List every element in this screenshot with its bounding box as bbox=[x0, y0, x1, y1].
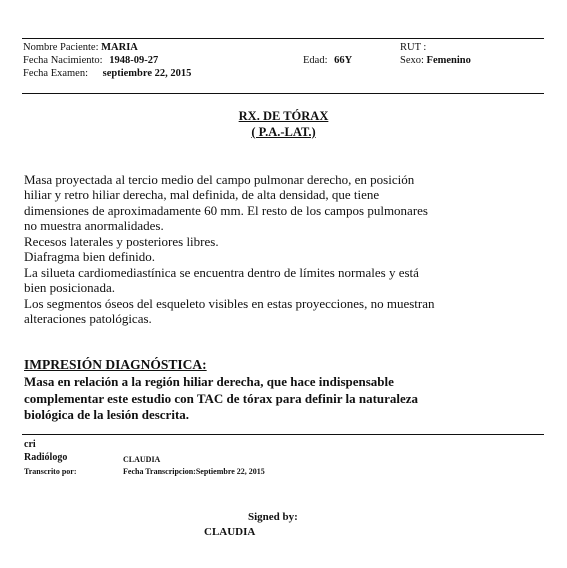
impression-line: Masa en relación a la región hiliar derecha, que hace indispensable bbox=[24, 374, 394, 389]
findings-line: La silueta cardiomediastínica se encuentra dentro de límites normales y está bbox=[24, 265, 419, 280]
exam-date-row bbox=[23, 68, 191, 80]
signed-by-label: Signed by: bbox=[248, 511, 298, 523]
report-title: RX. DE TÓRAX bbox=[238, 109, 329, 123]
transcription-date bbox=[123, 467, 265, 476]
age-row bbox=[303, 55, 352, 67]
birth-date-row bbox=[23, 55, 158, 67]
exam-date-label: Fecha Examen: bbox=[23, 68, 89, 79]
findings-line: Diafragma bien definido. bbox=[24, 249, 156, 264]
initials: cri bbox=[24, 439, 36, 450]
findings-line: bien posicionada. bbox=[24, 280, 115, 295]
patient-name-label: Nombre Paciente: bbox=[23, 42, 99, 53]
transcription-date-value: Septiembre 22, 2015 bbox=[195, 467, 265, 476]
findings-line: dimensiones de aproximadamente 60 mm. El resto de los campos pulmonares bbox=[24, 203, 428, 218]
patient-name-row bbox=[23, 42, 138, 54]
findings-line: hiliar y retro hiliar derecha, mal definida, de alta densidad, que tiene bbox=[24, 187, 380, 202]
impression-line: biológica de la lesión descrita. bbox=[24, 407, 190, 422]
patient-name-value: MARIA bbox=[101, 42, 138, 53]
rut-label: RUT : bbox=[400, 42, 427, 53]
findings-line: Masa proyectada al tercio medio del campo pulmonar derecho, en posición bbox=[24, 172, 415, 187]
birth-date-label: Fecha Nacimiento: bbox=[23, 55, 103, 66]
age-label: Edad: bbox=[303, 55, 328, 66]
report-subtitle: ( P.A.-LAT.) bbox=[251, 125, 316, 139]
findings-line: no muestra anormalidades. bbox=[24, 218, 164, 233]
header-bottom-rule bbox=[22, 93, 544, 94]
age-value: 66Y bbox=[334, 55, 353, 66]
sex-value: Femenino bbox=[426, 55, 471, 66]
impression-title: IMPRESIÓN DIAGNÓSTICA: bbox=[24, 357, 207, 372]
transcribed-label: Transcrito por: bbox=[24, 467, 77, 476]
radiologist-name: CLAUDIA bbox=[123, 455, 161, 464]
exam-date-value: septiembre 22, 2015 bbox=[102, 68, 192, 79]
impression-line: complementar este estudio con TAC de tórax para definir la naturaleza bbox=[24, 391, 419, 406]
sex-row bbox=[400, 55, 471, 67]
signer-name: CLAUDIA bbox=[204, 526, 256, 538]
radiologist-label: Radiólogo bbox=[24, 452, 68, 463]
rut-row bbox=[400, 42, 426, 54]
findings-line: Recesos laterales y posteriores libres. bbox=[24, 234, 219, 249]
transcription-date-label: Fecha Transcripcion: bbox=[123, 467, 196, 476]
header-top-rule bbox=[22, 38, 544, 39]
findings-line: Los segmentos óseos del esqueleto visibles en estas proyecciones, no muestran bbox=[24, 296, 435, 311]
footer-rule bbox=[22, 434, 544, 435]
birth-date-value: 1948-09-27 bbox=[109, 55, 159, 66]
findings-line: alteraciones patológicas. bbox=[24, 311, 152, 326]
sex-label: Sexo: bbox=[400, 55, 424, 66]
